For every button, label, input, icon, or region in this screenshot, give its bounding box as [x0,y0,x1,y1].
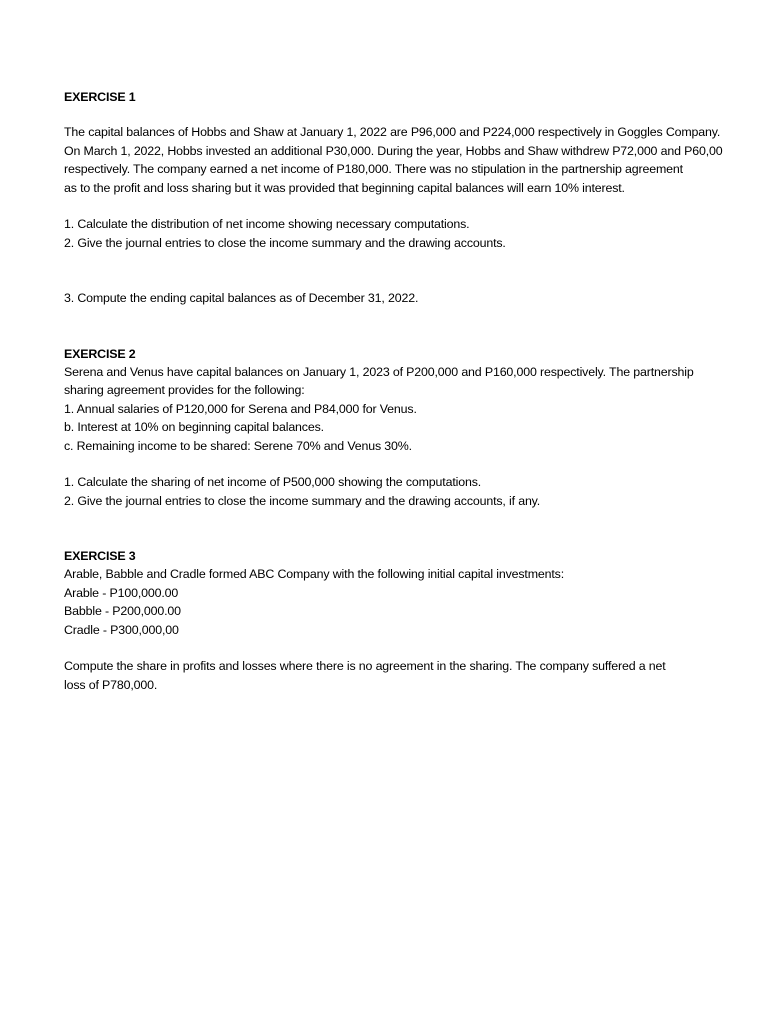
exercise-3-heading: EXERCISE 3 [64,549,136,563]
exercise-2-paragraph-line: sharing agreement provides for the following: [64,383,305,397]
exercise-2-provision: 1. Annual salaries of P120,000 for Serena and P84,000 for Venus. [64,402,417,416]
exercise-3-investment: Cradle - P300,000,00 [64,623,179,637]
exercise-3-investment: Babble - P200,000.00 [64,604,181,618]
exercise-2-paragraph-line: Serena and Venus have capital balances on January 1, 2023 of P200,000 and P160,000 respectively. The partnership [64,365,694,379]
exercise-3-intro: Arable, Babble and Cradle formed ABC Company with the following initial capital investments: [64,567,564,581]
exercise-1-item: 3. Compute the ending capital balances as of December 31, 2022. [64,291,419,305]
exercise-1-paragraph-line: On March 1, 2022, Hobbs invested an additional P30,000. During the year, Hobbs and Shaw withdrew P72,000 and P60,00 [64,144,723,158]
exercise-2-provision: b. Interest at 10% on beginning capital balances. [64,420,324,434]
exercise-3-question-line: Compute the share in profits and losses where there is no agreement in the sharing. The company suffered a net [64,659,666,673]
exercise-2-item: 2. Give the journal entries to close the income summary and the drawing accounts, if any. [64,494,541,508]
exercise-1-paragraph-line: The capital balances of Hobbs and Shaw at January 1, 2022 are P96,000 and P224,000 respectively in Goggles Company. [64,125,721,139]
exercise-2-item: 1. Calculate the sharing of net income of P500,000 showing the computations. [64,475,482,489]
exercise-2-provision: c. Remaining income to be shared: Serene 70% and Venus 30%. [64,439,412,453]
exercise-2-heading: EXERCISE 2 [64,347,136,361]
exercise-3-question-line: loss of P780,000. [64,678,158,692]
exercise-1-paragraph-line: respectively. The company earned a net income of P180,000. There was no stipulation in the partnership agreement [64,162,683,176]
exercise-1-item: 2. Give the journal entries to close the income summary and the drawing accounts. [64,236,506,250]
exercise-1-heading: EXERCISE 1 [64,90,136,104]
exercise-3-investment: Arable - P100,000.00 [64,586,179,600]
exercise-1-paragraph-line: as to the profit and loss sharing but it was provided that beginning capital balances will earn 10% interest. [64,181,625,195]
exercise-1-item: 1. Calculate the distribution of net income showing necessary computations. [64,217,470,231]
